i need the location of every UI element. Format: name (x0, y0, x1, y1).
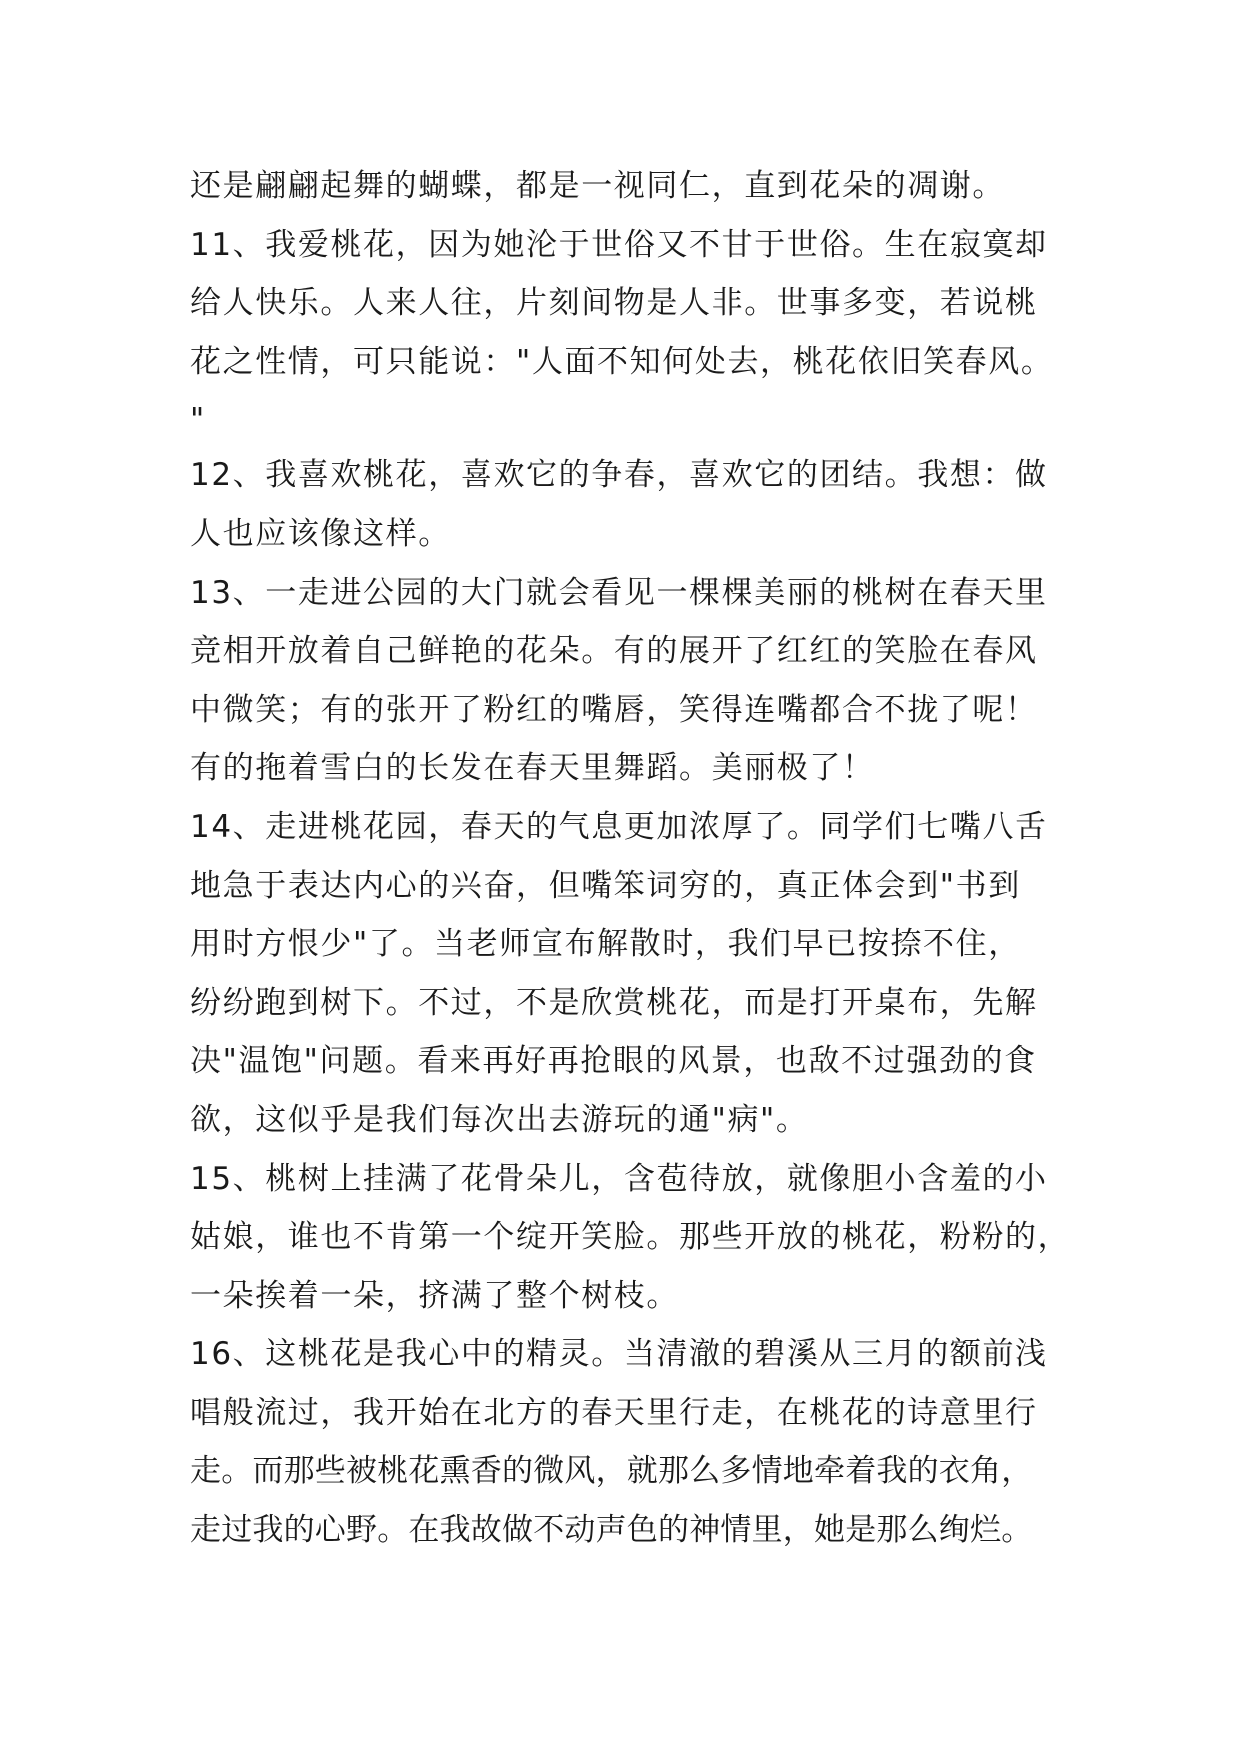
text-line: 花之性情，可只能说："人面不知何处去，桃花依旧笑春风。 (190, 343, 1054, 380)
text-line: 用时方恨少"了。当老师宣布解散时，我们早已按捺不住， (190, 926, 1021, 963)
text-line: 12、我喜欢桃花，喜欢它的争春，喜欢它的团结。我想：做 (190, 457, 1048, 494)
text-line: 走过我的心野。在我故做不动声色的神情里，她是那么绚烂。 (190, 1512, 1033, 1549)
text-line: 欲，这似乎是我们每次出去游玩的通"病"。 (190, 1101, 809, 1138)
text-line: 地急于表达内心的兴奋，但嘴笨词穷的，真正体会到"书到 (190, 867, 1021, 904)
text-line: 姑娘，谁也不肯第一个绽开笑脸。那些开放的桃花，粉粉的， (190, 1219, 1071, 1256)
text-line: 给人快乐。人来人往，片刻间物是人非。世事多变，若说桃 (190, 285, 1038, 322)
text-line: 一朵挨着一朵，挤满了整个树枝。 (190, 1277, 679, 1314)
text-line: 11、我爱桃花，因为她沦于世俗又不甘于世俗。生在寂寞却 (190, 226, 1048, 263)
text-line: 16、这桃花是我心中的精灵。当清澈的碧溪从三月的额前浅 (190, 1336, 1048, 1373)
text-line: 人也应该像这样。 (190, 515, 451, 552)
text-line: 14、走进桃花园，春天的气息更加浓厚了。同学们七嘴八舌 (190, 808, 1048, 845)
text-line: " (190, 402, 206, 439)
text-line: 13、一走进公园的大门就会看见一棵棵美丽的桃树在春天里 (190, 574, 1048, 611)
text-line: 有的拖着雪白的长发在春天里舞蹈。美丽极了！ (190, 750, 875, 787)
document-body (190, 157, 1070, 1560)
text-line: 15、桃树上挂满了花骨朵儿，含苞待放，就像胆小含羞的小 (190, 1160, 1048, 1197)
text-line: 中微笑；有的张开了粉红的嘴唇，笑得连嘴都合不拢了呢！ (190, 691, 1038, 728)
text-line: 走。而那些被桃花熏香的微风，就那么多情地牵着我的衣角， (190, 1453, 1033, 1490)
text-line: 竞相开放着自己鲜艳的花朵。有的展开了红红的笑脸在春风 (190, 633, 1038, 670)
text-line: 决"温饱"问题。看来再好再抢眼的风景，也敌不过强劲的食 (190, 1043, 1037, 1080)
text-line: 唱般流过，我开始在北方的春天里行走，在桃花的诗意里行 (190, 1394, 1038, 1431)
text-line: 纷纷跑到树下。不过，不是欣赏桃花，而是打开桌布，先解 (190, 984, 1038, 1021)
text-line: 还是翩翩起舞的蝴蝶，都是一视同仁，直到花朵的凋谢。 (190, 168, 1005, 204)
